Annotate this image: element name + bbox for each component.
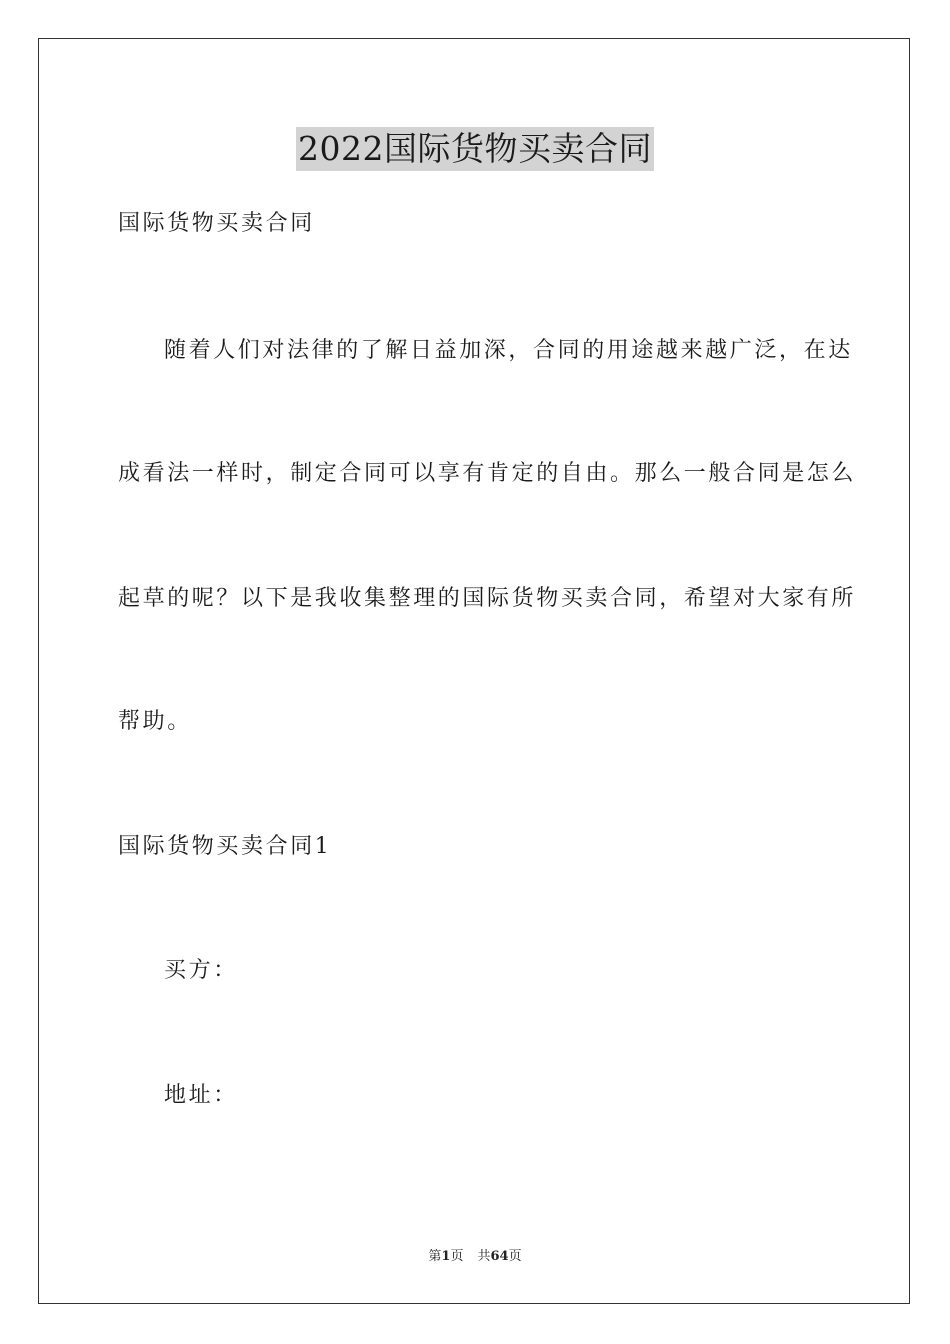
section-heading: 国际货物买卖合同1 xyxy=(118,834,332,859)
intro-line-4: 帮助。 xyxy=(118,709,192,734)
address-label: 地址： xyxy=(164,1083,238,1108)
document-subtitle: 国际货物买卖合同 xyxy=(118,211,315,236)
page-suffix: 页 xyxy=(450,1249,464,1264)
page-footer xyxy=(0,1248,950,1266)
page-prefix: 第 xyxy=(428,1249,442,1264)
title-block xyxy=(0,127,950,171)
total-prefix: 共 xyxy=(477,1249,491,1264)
intro-line-1: 随着人们对法律的了解日益加深，合同的用途越来越广泛，在达 xyxy=(164,338,853,363)
total-suffix: 页 xyxy=(508,1249,522,1264)
intro-line-3: 起草的呢？以下是我收集整理的国际货物买卖合同，希望对大家有所 xyxy=(118,586,857,611)
total-pages: 64 xyxy=(490,1249,509,1264)
buyer-label: 买方： xyxy=(164,958,238,983)
document-title: 2022国际货物买卖合同 xyxy=(296,127,654,171)
intro-line-2: 成看法一样时，制定合同可以享有肯定的自由。那么一般合同是怎么 xyxy=(118,461,857,486)
page-number: 1 xyxy=(441,1249,451,1264)
